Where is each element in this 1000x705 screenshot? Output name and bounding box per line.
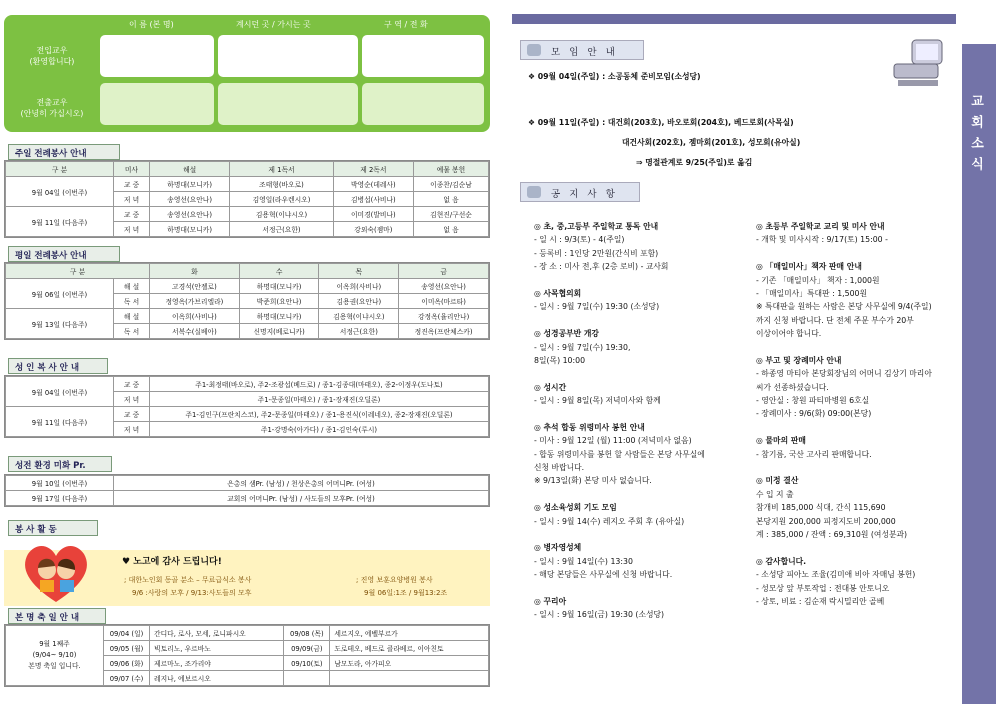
out-name-box[interactable] bbox=[100, 83, 214, 125]
notice-line: ◎ 물마의 판매 bbox=[756, 436, 806, 446]
table-cell: 없 음 bbox=[413, 222, 488, 237]
date-cell: 9월 04일 (이번주) bbox=[6, 377, 114, 407]
table-cell: 빅토리노, 우르바노 bbox=[150, 641, 284, 656]
table-cell: 강외숙(젬마) bbox=[333, 222, 413, 237]
service-text: ; 대한노인회 동골 분소 – 무료급식소 봉사 bbox=[124, 576, 252, 584]
person-icon bbox=[527, 186, 541, 198]
table-cell: 서복수(실베아) bbox=[150, 324, 240, 339]
mass-cell: 교 중 bbox=[114, 207, 150, 222]
notice-line bbox=[756, 421, 956, 434]
table-cell: 김영일(라우렌시오) bbox=[230, 192, 333, 207]
notice-line: ◎ 성경공부반 개강 bbox=[534, 329, 599, 339]
meeting-line: ❖ 09월 04일(주일) : 소공동체 준비모임(소성당) bbox=[528, 72, 701, 81]
table-cell: 교회의 어머니Pr. (남성) / 사도들의 모후Pr. (여성) bbox=[114, 491, 489, 506]
date-cell: 9월 06일 (이번주) bbox=[6, 279, 114, 309]
sunday-table bbox=[4, 160, 490, 238]
notice-line bbox=[756, 247, 956, 260]
notice-line bbox=[756, 541, 956, 554]
notice-line bbox=[534, 274, 748, 287]
notice-line: - 일시 : 9월 8일(목) 저녁미사와 함께 bbox=[534, 396, 661, 406]
notice-line: - 합동 위령미사를 봉헌 할 사람들은 본당 사무실에 bbox=[534, 449, 705, 459]
altar-title: 성 인 복 사 안 내 bbox=[8, 358, 108, 374]
table-cell: 세르지오, 에벨부르가 bbox=[330, 626, 489, 641]
table-cell: 이종찬/김순남 bbox=[413, 177, 488, 192]
notice-line: 수 입 지 출 bbox=[756, 489, 794, 499]
table-cell: 은총의 샘Pr. (남성) / 천상은총의 어머니Pr. (여성) bbox=[114, 476, 489, 491]
table-cell: 남모도라, 아가피오 bbox=[330, 656, 489, 671]
table-cell: 주1-최정태(바오로), 주2-조광섭(베드로) / 종1-김종대(마태오), 종2-이정우(도나토) bbox=[150, 377, 489, 392]
table-cell bbox=[330, 671, 489, 686]
table-cell: 제르마노, 조가리야 bbox=[150, 656, 284, 671]
weekday-title: 평일 전례봉사 안내 bbox=[8, 246, 120, 262]
newcomer-panel bbox=[4, 15, 490, 132]
table-cell: 주1-강명숙(아가다) / 종1-김인숙(루시) bbox=[150, 422, 489, 437]
notice-line: - 개학 및 미사시작 : 9/17(토) 15:00 - bbox=[756, 235, 888, 245]
table-cell: 박영순(데레사) bbox=[333, 177, 413, 192]
date-cell: 09/06 (화) bbox=[104, 656, 150, 671]
service-text: 9월 06일:1조 / 9월13:2조 bbox=[364, 589, 448, 597]
in-name-box[interactable] bbox=[100, 35, 214, 77]
sidebar-title: 교회소식 bbox=[968, 94, 983, 178]
table-cell: 이미경(발비나) bbox=[333, 207, 413, 222]
in-district-box[interactable] bbox=[362, 35, 484, 77]
rosary-title: 성전 환경 미화 Pr. bbox=[8, 456, 112, 472]
notice-line: - 일시 : 9월 16일(금) 19:30 (소성당) bbox=[534, 610, 665, 620]
date-cell: 9월 04일 (이번주) bbox=[6, 177, 114, 207]
notice-line: - 미사 : 9월 12일 (월) 11:00 (저녁미사 없음) bbox=[534, 436, 692, 446]
notice-line: ◎ 성시간 bbox=[534, 382, 567, 392]
table-cell: 송영선(요안나) bbox=[150, 192, 230, 207]
meeting-line: ❖ 09월 11일(주일) : 대건회(203호), 바오로회(204호), 베드로회(사목실) bbox=[528, 118, 794, 127]
notice-header bbox=[520, 182, 640, 202]
service-text: ; 진영 보훈요양병원 봉사 bbox=[356, 576, 433, 584]
left-page bbox=[4, 12, 490, 702]
table-cell: 하명대(모니카) bbox=[150, 177, 230, 192]
notice-line: 참개비 185,000 식대, 간식 115,690 bbox=[756, 503, 886, 513]
date-cell: 9월 11일 (다음주) bbox=[6, 407, 114, 437]
table-cell: 강정옥(율리안나) bbox=[399, 309, 489, 324]
col-header: 목 bbox=[319, 264, 399, 279]
notice-line: ◎ 초등부 주일학교 교리 및 미사 안내 bbox=[756, 222, 885, 231]
out-place-box[interactable] bbox=[218, 83, 358, 125]
notice-left-column bbox=[534, 220, 748, 622]
notice-line bbox=[534, 314, 748, 327]
col-header: 미사 bbox=[114, 162, 150, 177]
altar-table bbox=[4, 375, 490, 438]
notice-line: 씨가 선종하셨습니다. bbox=[756, 382, 829, 392]
date-cell: 09/09(금) bbox=[284, 641, 330, 656]
mass-cell: 교 중 bbox=[114, 377, 150, 392]
col-header: 금 bbox=[399, 264, 489, 279]
service-heading: ♥ 노고에 감사 드립니다! bbox=[122, 557, 222, 567]
table-cell: 이옥희(사비나) bbox=[319, 279, 399, 294]
nameday-week: 9월 1째주 (9/04~ 9/10) 본명 축일 입니다. bbox=[6, 626, 104, 686]
mass-cell: 교 중 bbox=[114, 407, 150, 422]
table-cell: 하명대(모니카) bbox=[239, 279, 319, 294]
meeting-header bbox=[520, 40, 644, 60]
table-cell: 김병섭(사비나) bbox=[333, 192, 413, 207]
notice-line: - 기존 「매일미사」 책자 : 1,000원 bbox=[756, 275, 880, 285]
table-cell: 없 음 bbox=[413, 192, 488, 207]
table-cell: 서정근(요한) bbox=[230, 222, 333, 237]
notice-line: ◎ 꾸리아 bbox=[534, 596, 567, 606]
date-cell: 09/10(토) bbox=[284, 656, 330, 671]
couple-illustration-icon bbox=[20, 540, 92, 606]
col-header: 제 1독서 bbox=[230, 162, 333, 177]
table-cell: 송영선(요안나) bbox=[150, 207, 230, 222]
table-cell: 간디다, 로사, 모세, 로니파시오 bbox=[150, 626, 284, 641]
table-cell: 정진옥(프란체스카) bbox=[399, 324, 489, 339]
table-cell: 도로테오, 베드로 클라베르, 이아친토 bbox=[330, 641, 489, 656]
notice-line: - 소성당 피아노 조율(김미애 비아 자매님 봉헌) bbox=[756, 570, 916, 580]
notice-line: - 해당 본당들은 사무실에 신청 바랍니다. bbox=[534, 570, 673, 580]
mass-cell: 저 녁 bbox=[114, 422, 150, 437]
notice-line: ◎ 미정 결산 bbox=[756, 476, 799, 486]
date-cell: 9월 13일 (다음주) bbox=[6, 309, 114, 339]
table-cell: 김용권(요안나) bbox=[319, 294, 399, 309]
meeting-line: ⇒ 명절관계로 9/25(주일)로 옮김 bbox=[636, 158, 753, 167]
notice-line: 계 : 385,000 / 잔액 : 69,310원 (여성분과) bbox=[756, 529, 908, 539]
table-cell: 하명대(모니카) bbox=[239, 309, 319, 324]
rosary-table bbox=[4, 474, 490, 507]
mass-cell: 저 녁 bbox=[114, 222, 150, 237]
notice-line: ◎ 병자영성체 bbox=[534, 543, 582, 553]
col-header: 수 bbox=[239, 264, 319, 279]
notice-line: - 장 소 : 미사 전,후 (2층 로비) - 교사회 bbox=[534, 262, 669, 272]
notice-title: 공 지 사 항 bbox=[551, 189, 618, 200]
notice-line bbox=[534, 488, 748, 501]
table-cell: 김용혁(이냐시오) bbox=[230, 207, 333, 222]
newcomer-in-label: 전입교우 (환영합니다) bbox=[29, 46, 75, 66]
meeting-line: 대건사회(202호), 젬마회(201호), 성모회(유아실) bbox=[622, 138, 801, 147]
header-name: 이 름 (본 명) bbox=[129, 20, 174, 29]
notice-line: ◎ 초, 중,고등부 주일학교 통독 안내 bbox=[534, 222, 659, 231]
notice-line: ◎ 추석 합동 위령미사 봉헌 안내 bbox=[534, 422, 645, 432]
notice-line: 신청 바랍니다. bbox=[534, 463, 585, 473]
header-place: 계시던 곳 / 가시는 곳 bbox=[236, 20, 311, 29]
meeting-title: 모 임 안 내 bbox=[551, 47, 618, 58]
newcomer-out-label: 전출교우 (안녕히 가십시오) bbox=[20, 98, 84, 118]
mass-cell: 저 녁 bbox=[114, 192, 150, 207]
notice-line bbox=[756, 461, 956, 474]
table-cell: 조태형(바오로) bbox=[230, 177, 333, 192]
notice-line: 8일(목) 10:00 bbox=[534, 355, 586, 365]
notice-line: - 등록비 : 1인당 2만원(간식비 포함) bbox=[534, 248, 659, 258]
notice-line: - 참기름, 국산 고사리 판매합니다. bbox=[756, 449, 872, 459]
header-district: 구 역 / 전 화 bbox=[384, 20, 428, 29]
table-cell: 송영선(요안나) bbox=[399, 279, 489, 294]
notice-line: - 상토, 비료 : 김순재 락시밀리안 골베 bbox=[756, 596, 885, 606]
notice-line: ※ 특대판을 원하는 사람은 본당 사무실에 9/4(주일) bbox=[756, 302, 932, 312]
notice-line: - 장례미사 : 9/6(화) 09:00(본당) bbox=[756, 409, 872, 419]
service-text: 9/6 :사랑의 모후 / 9/13:사도들의 모후 bbox=[132, 589, 252, 597]
notice-line bbox=[534, 367, 748, 380]
weekday-table bbox=[4, 262, 490, 340]
table-cell: 레지나, 에보르시오 bbox=[150, 671, 284, 686]
nameday-table bbox=[4, 624, 490, 687]
role-cell: 독 서 bbox=[114, 294, 150, 309]
notice-line: - 일시 : 9월 7일(수) 19:30, bbox=[534, 342, 631, 352]
notice-line: - 영안실 : 창원 파티마병원 6호실 bbox=[756, 396, 870, 406]
person-icon bbox=[527, 44, 541, 56]
date-cell: 9월 11일 (다음주) bbox=[6, 207, 114, 237]
date-cell bbox=[284, 671, 330, 686]
notice-line: - 일 시 : 9/3(토) - 4(주일) bbox=[534, 235, 625, 245]
col-header: 해설 bbox=[150, 162, 230, 177]
notice-line: ◎ 부고 및 장례미사 안내 bbox=[756, 355, 842, 365]
table-cell: 주1-문종일(마태오) / 종1-장재진(오딜론) bbox=[150, 392, 489, 407]
table-cell: 이미옥(마르타) bbox=[399, 294, 489, 309]
notice-line: ◎ 성소육성회 기도 모임 bbox=[534, 503, 617, 513]
role-cell: 해 설 bbox=[114, 279, 150, 294]
date-cell: 09/04 (일) bbox=[104, 626, 150, 641]
sidebar bbox=[962, 44, 996, 704]
service-panel bbox=[4, 550, 490, 606]
date-cell: 09/05 (월) bbox=[104, 641, 150, 656]
col-header: 제 2독서 bbox=[333, 162, 413, 177]
notice-line: 이상이어야 합니다. bbox=[756, 329, 822, 339]
notice-line: ◎ 감사합니다. bbox=[756, 556, 807, 566]
table-cell: 고경석(안젤로) bbox=[150, 279, 240, 294]
notice-line: - 하종영 마티아 본당회장님의 어머니 김상기 마리아 bbox=[756, 369, 932, 379]
col-header: 구 분 bbox=[6, 162, 114, 177]
table-cell: 서정근(요한) bbox=[319, 324, 399, 339]
top-bar bbox=[512, 14, 956, 24]
notice-line: - 일시 : 9월 7일(수) 19:30 (소성당) bbox=[534, 302, 660, 312]
notice-line bbox=[534, 528, 748, 541]
table-cell: 김현진/구선순 bbox=[413, 207, 488, 222]
mass-cell: 교 중 bbox=[114, 177, 150, 192]
col-header: 화 bbox=[150, 264, 240, 279]
table-cell: 주1-김인구(프란치스코), 주2-문종일(마태오) / 종1-용진식(이레네오), 종2-장재진(오딜론) bbox=[150, 407, 489, 422]
notice-line: 까지 신청 바랍니다. 단 전체 주문 부수가 20부 bbox=[756, 315, 914, 325]
nameday-title: 본 명 축 일 안 내 bbox=[8, 608, 106, 624]
notice-line bbox=[756, 341, 956, 354]
notice-line: - 「매일미사」특대판 : 1,500원 bbox=[756, 288, 868, 298]
table-cell: 박준희(요안나) bbox=[239, 294, 319, 309]
table-cell: 정영옥(가브리엘라) bbox=[150, 294, 240, 309]
table-cell: 하명대(모니카) bbox=[150, 222, 230, 237]
notice-line: - 일시 : 9월 14일(수) 13:30 bbox=[534, 556, 633, 566]
notice-line: ◎ 사목협의회 bbox=[534, 288, 582, 298]
notice-line: ◎ 「매일미사」책자 판매 안내 bbox=[756, 262, 862, 272]
notice-line: ※ 9/13일(화) 본당 미사 없습니다. bbox=[534, 476, 652, 486]
service-title: 봉 사 활 동 bbox=[8, 520, 98, 536]
date-cell: 09/07 (수) bbox=[104, 671, 150, 686]
table-cell: 김용혁(이냐시오) bbox=[319, 309, 399, 324]
out-district-box[interactable] bbox=[362, 83, 484, 125]
notice-line: - 일시 : 9월 14(수) 레지오 주회 후 (유아실) bbox=[534, 516, 685, 526]
mass-cell: 저 녁 bbox=[114, 392, 150, 407]
table-cell: 이옥희(사비나) bbox=[150, 309, 240, 324]
date-cell: 9월 17일 (다음주) bbox=[6, 491, 114, 506]
right-page bbox=[512, 14, 996, 704]
date-cell: 9월 10일 (이번주) bbox=[6, 476, 114, 491]
role-cell: 해 설 bbox=[114, 309, 150, 324]
in-place-box[interactable] bbox=[218, 35, 358, 77]
date-cell: 09/08 (목) bbox=[284, 626, 330, 641]
notice-line bbox=[534, 582, 748, 595]
computer-icon bbox=[890, 34, 954, 90]
notice-line bbox=[534, 407, 748, 420]
col-header: 구 분 bbox=[6, 264, 150, 279]
col-header: 예물 봉헌 bbox=[413, 162, 488, 177]
sunday-title: 주일 전례봉사 안내 bbox=[8, 144, 120, 160]
table-cell: 신명지(베로니카) bbox=[239, 324, 319, 339]
role-cell: 독 서 bbox=[114, 324, 150, 339]
notice-line: 본당지원 200,000 피정지도비 200,000 bbox=[756, 516, 896, 526]
notice-right-column bbox=[756, 220, 956, 608]
notice-line: - 성모상 앞 부토작업 : 전대봉 안토니오 bbox=[756, 583, 890, 593]
